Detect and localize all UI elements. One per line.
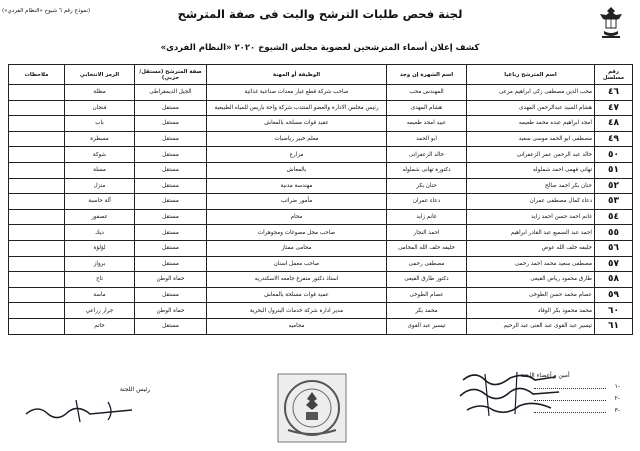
cell-capacity: مستقل [135,318,207,334]
cell-nickname: خالد الزعفرانى [387,147,467,163]
cell-name: محب الدين مصطفى زكى ابراهيم مرعى [467,85,595,101]
head-signature [20,396,140,426]
member-line: -٢ [470,393,620,405]
cell-capacity: مستقل [135,287,207,303]
cell-job: محامى ممتاز [207,240,387,256]
table-row [9,100,633,116]
committee-seal [276,372,348,444]
cell-notes [9,162,65,178]
cell-name: امجد ابراهيم عبده محمد طعيمه [467,116,595,132]
cell-symbol: آلة حاسبة [65,194,135,210]
cell-notes [9,272,65,288]
cell-nickname: حنان بكر [387,178,467,194]
cell-num: ٥٩ [595,287,633,303]
cell-capacity: حماة الوطن [135,272,207,288]
cell-num: ٤٩ [595,131,633,147]
table-row [9,147,633,163]
cell-symbol: برواز [65,256,135,272]
cell-nickname: تيسير عبد القوى [387,318,467,334]
cell-num: ٦٠ [595,303,633,319]
cell-symbol: لؤلؤة [65,240,135,256]
cell-notes [9,303,65,319]
cell-capacity: مستقل [135,256,207,272]
table-row [9,318,633,334]
cell-notes [9,178,65,194]
cell-name: طارق محمود رياض القيعى [467,272,595,288]
cell-nickname: خليفه خلف الله المحامى [387,240,467,256]
cell-job: مدير ادارة شركة خدمات البترول البحرية [207,303,387,319]
table-row [9,256,633,272]
cell-name: احمد عبد السميع عبد القادر ابراهيم [467,225,595,241]
member-line: -٣ [470,405,620,417]
cell-nickname: ابو الحمد [387,131,467,147]
cell-nickname: دعاء عمران [387,194,467,210]
cell-nickname: هشام المهدى [387,100,467,116]
cell-num: ٥٧ [595,256,633,272]
cell-name: عصام محمد حسن الطوخى [467,287,595,303]
cell-job: بالمعاش [207,162,387,178]
cell-notes [9,318,65,334]
cell-name: دعاء كمال مصطفى عمران [467,194,595,210]
cell-job: عقيد قوات مسلحه بالمعاش [207,116,387,132]
cell-symbol: مسطرة [65,131,135,147]
committee-head-label: رئيس اللجنة [119,386,151,393]
cell-name: مصطفى ابو الحمد موسى سعيد [467,131,595,147]
cell-job: رئيس مجلس الادارة والعضو المنتدب شركة واحة باريس للمياه الطبيعية [207,100,387,116]
cell-notes [9,225,65,241]
cell-notes [9,194,65,210]
header-name: اسم المترشح رباعيا [467,65,595,85]
cell-job: مأمور ضرائب [207,194,387,210]
table-row [9,225,633,241]
table-row [9,178,633,194]
cell-num: ٤٨ [595,116,633,132]
cell-symbol: مسلة [65,162,135,178]
table-row [9,116,633,132]
cell-num: ٥٣ [595,194,633,210]
cell-nickname: عصام الطوخى [387,287,467,303]
cell-capacity: مستقل [135,240,207,256]
cell-capacity: مستقل [135,162,207,178]
cell-job: صاحب شركة قطع غيار معدات صناعية غذائية [207,85,387,101]
cell-notes [9,131,65,147]
cell-nickname: دكتور طارق القيعى [387,272,467,288]
table-row [9,209,633,225]
cell-name: غانم احمد حسن احمد زايد [467,209,595,225]
cell-notes [9,85,65,101]
cell-capacity: مستقل [135,225,207,241]
cell-num: ٥٠ [595,147,633,163]
cell-nickname: احمد النجار [387,225,467,241]
member-line: -١ [470,381,620,393]
cell-name: خالد عبد الرحمن عمر الزعفرانى [467,147,595,163]
cell-symbol: شوكة [65,147,135,163]
header-capacity: صفة المترشح (مستقل/حزبي) [135,65,207,85]
header-notes: ملاحظات [9,65,65,85]
page-subtitle: كشف إعلان أسماء المترشحين لعضوية مجلس الشيوخ ٢٠٢٠ «النظام الفردى» [160,43,480,53]
cell-num: ٦١ [595,318,633,334]
eagle-emblem-icon [596,5,626,41]
cell-num: ٥٨ [595,272,633,288]
cell-job: صاحب معمل اسنان [207,256,387,272]
header-nickname: اسم الشهرة إن وجد [387,65,467,85]
cell-notes [9,256,65,272]
cell-job: معلم خبير رياضيات [207,131,387,147]
cell-symbol: خاتم [65,318,135,334]
header-num: رقم مسلسل [595,65,633,85]
members-title: أمين و أعضاء اللجنة [520,372,570,379]
page-title: لجنة فحص طلبات الترشح والبت فى صفة المترشح [177,7,463,21]
cell-job: مزارع [207,147,387,163]
cell-nickname: غانم زايد [387,209,467,225]
cell-job: محام [207,209,387,225]
cell-notes [9,287,65,303]
cell-num: ٤٦ [595,85,633,101]
cell-name: تيسير عبد القوى عبد الغنى عبد الرحيم [467,318,595,334]
cell-job: عميد قوات مسلحة بالمعاش [207,287,387,303]
header-symbol: الرمز الانتخابي [65,65,135,85]
cell-name: مصطفى سعيد محمد احمد رحمى [467,256,595,272]
cell-capacity: حماة الوطن [135,303,207,319]
table-header-row [9,65,633,85]
cell-job: مهندسة مدنية [207,178,387,194]
model-number: (نموذج رقم ٦ شيوخ «النظام الفردي») [2,8,91,14]
cell-name: حنان بكر احمد صالح [467,178,595,194]
cell-num: ٥٢ [595,178,633,194]
table-row [9,131,633,147]
cell-symbol: جرار زراعي [65,303,135,319]
table-row [9,303,633,319]
cell-capacity: الجيل الديمقراطى [135,85,207,101]
cell-nickname: عبيد امجد طعيمه [387,116,467,132]
cell-nickname: مصطفى رحمى [387,256,467,272]
cell-num: ٥٦ [595,240,633,256]
table-row [9,85,633,101]
cell-symbol: ماسة [65,287,135,303]
cell-symbol: تاج [65,272,135,288]
cell-symbol: منزل [65,178,135,194]
cell-notes [9,100,65,116]
cell-num: ٤٧ [595,100,633,116]
table-row [9,287,633,303]
cell-notes [9,116,65,132]
cell-num: ٥٥ [595,225,633,241]
cell-symbol: باب [65,116,135,132]
table-row [9,240,633,256]
cell-symbol: مظلة [65,85,135,101]
cell-nickname: دكتورة تهانى شملوله [387,162,467,178]
cell-capacity: مستقل [135,194,207,210]
cell-name: هشام السيد عبدالرحمن المهدى [467,100,595,116]
cell-notes [9,147,65,163]
header-job: الوظيفة أو المهنة [207,65,387,85]
table-row [9,194,633,210]
cell-capacity: مستقل [135,209,207,225]
cell-capacity: مستقل [135,100,207,116]
table-row [9,272,633,288]
cell-symbol: عصفور [65,209,135,225]
cell-symbol: ديك [65,225,135,241]
table-row [9,162,633,178]
cell-name: خليفه خلف الله عوض [467,240,595,256]
cell-notes [9,240,65,256]
cell-capacity: مستقل [135,116,207,132]
cell-nickname: المهندس محب [387,85,467,101]
member-signatures [455,368,565,420]
cell-job: استاذ دكتور متفرغ جامعه الاسكندريه [207,272,387,288]
cell-num: ٥٤ [595,209,633,225]
cell-symbol: فنجان [65,100,135,116]
cell-nickname: محمد بكر [387,303,467,319]
candidates-table [8,64,633,335]
cell-job: محاميه [207,318,387,334]
cell-name: محمد محمود بكر الوقاد [467,303,595,319]
cell-capacity: مستقل [135,147,207,163]
cell-capacity: مستقل [135,178,207,194]
cell-name: تهانى فهمى احمد شملوله [467,162,595,178]
cell-num: ٥١ [595,162,633,178]
cell-capacity: مستقل [135,131,207,147]
cell-job: صاحب محل مصوغات ومجوهرات [207,225,387,241]
cell-notes [9,209,65,225]
